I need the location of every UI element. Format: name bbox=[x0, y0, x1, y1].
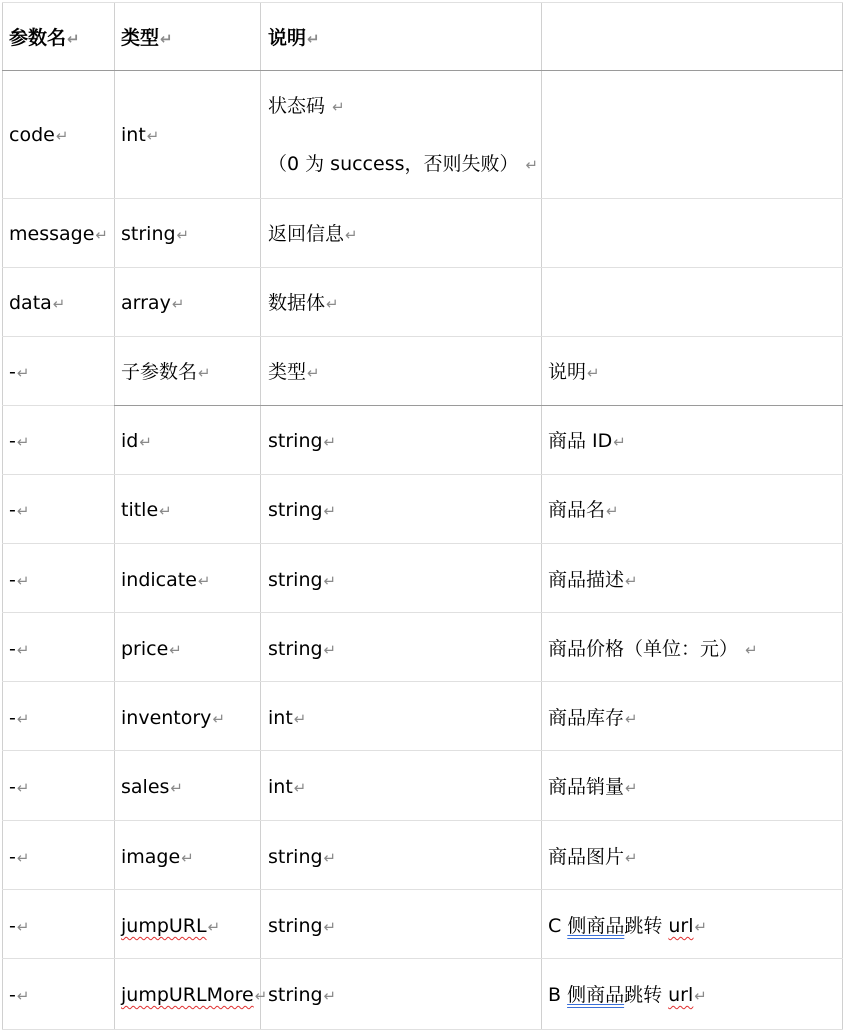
desc-url: url bbox=[668, 915, 694, 937]
sub-row-indicate-dash bbox=[9, 569, 29, 592]
param-name: message bbox=[9, 223, 95, 245]
row-border-image bbox=[2, 889, 843, 890]
header-type bbox=[121, 27, 173, 50]
subheader-type bbox=[268, 361, 320, 384]
param-name: price bbox=[121, 638, 169, 660]
row-code-desc-line1 bbox=[268, 95, 345, 118]
param-type: string bbox=[268, 499, 323, 521]
paragraph-mark-icon: ↵ bbox=[625, 849, 638, 867]
header-param-name-text: 参数名 bbox=[9, 27, 67, 49]
paragraph-mark-icon: ↵ bbox=[160, 30, 173, 48]
paragraph-mark-icon: ↵ bbox=[207, 918, 221, 936]
paragraph-mark-icon: ↵ bbox=[16, 502, 30, 520]
col-border-right bbox=[842, 2, 843, 1030]
param-name: code bbox=[9, 124, 55, 146]
row-border-jumpurl bbox=[2, 958, 843, 959]
dash-text: - bbox=[9, 430, 16, 452]
sub-row-title-dash bbox=[9, 499, 29, 522]
sub-row-jumpurlmore-type bbox=[268, 984, 336, 1007]
desc-post: 跳转 bbox=[624, 984, 669, 1006]
paragraph-mark-icon: ↵ bbox=[55, 127, 69, 145]
param-type: string bbox=[268, 638, 323, 660]
sub-row-jumpurl-desc bbox=[548, 915, 707, 938]
sub-row-title-desc bbox=[548, 499, 619, 522]
sub-row-indicate-type bbox=[268, 569, 336, 592]
paragraph-mark-icon: ↵ bbox=[323, 849, 337, 867]
col-border-left bbox=[2, 2, 3, 1030]
paragraph-mark-icon: ↵ bbox=[323, 433, 337, 451]
paragraph-mark-icon: ↵ bbox=[323, 987, 337, 1005]
dash-text: - bbox=[9, 776, 16, 798]
paragraph-mark-icon: ↵ bbox=[307, 30, 320, 48]
param-desc: （0 为 success，否则失败） bbox=[268, 153, 519, 175]
subheader-desc bbox=[548, 361, 600, 384]
paragraph-mark-icon: ↵ bbox=[198, 364, 211, 382]
param-desc: 商品描述 bbox=[548, 569, 625, 591]
sub-row-title-type bbox=[268, 499, 336, 522]
paragraph-mark-icon: ↵ bbox=[212, 710, 226, 728]
paragraph-mark-icon: ↵ bbox=[16, 641, 30, 659]
subheader-name bbox=[121, 361, 211, 384]
sub-row-id-desc bbox=[548, 430, 626, 453]
paragraph-mark-icon: ↵ bbox=[176, 226, 190, 244]
paragraph-mark-icon: ↵ bbox=[181, 849, 194, 867]
header-description bbox=[268, 27, 320, 50]
paragraph-mark-icon: ↵ bbox=[323, 572, 337, 590]
row-border-message bbox=[2, 267, 843, 268]
dash-text: - bbox=[9, 915, 16, 937]
param-name: image bbox=[121, 846, 181, 868]
param-name: title bbox=[121, 499, 159, 521]
param-name: id bbox=[121, 430, 139, 452]
param-desc: 商品名 bbox=[548, 499, 606, 521]
paragraph-mark-icon: ↵ bbox=[169, 641, 182, 659]
sub-row-jumpurlmore-desc bbox=[548, 984, 707, 1007]
col-border-1 bbox=[114, 2, 115, 1030]
paragraph-mark-icon: ↵ bbox=[146, 127, 160, 145]
desc-post: 跳转 bbox=[624, 915, 669, 937]
param-name: jumpURL bbox=[121, 915, 207, 937]
sub-row-inventory-type bbox=[268, 707, 306, 730]
paragraph-mark-icon: ↵ bbox=[52, 295, 66, 313]
paragraph-mark-icon: ↵ bbox=[625, 779, 638, 797]
subheader-type-text: 类型 bbox=[268, 361, 307, 383]
param-name: inventory bbox=[121, 707, 212, 729]
param-name: sales bbox=[121, 776, 170, 798]
param-type: string bbox=[268, 430, 323, 452]
col-border-2 bbox=[260, 2, 261, 1030]
paragraph-mark-icon: ↵ bbox=[16, 710, 30, 728]
param-desc: 商品图片 bbox=[548, 846, 625, 868]
sub-row-jumpurl-dash bbox=[9, 915, 29, 938]
paragraph-mark-icon: ↵ bbox=[16, 364, 30, 382]
row-border-indicate bbox=[2, 612, 843, 613]
param-type: string bbox=[268, 984, 323, 1006]
paragraph-mark-icon: ↵ bbox=[587, 364, 600, 382]
paragraph-mark-icon: ↵ bbox=[625, 572, 638, 590]
desc-mid: 侧商品 bbox=[567, 915, 625, 937]
row-border-bottom bbox=[2, 1029, 843, 1030]
sub-row-jumpurl-type bbox=[268, 915, 336, 938]
header-param-name bbox=[9, 27, 80, 50]
param-desc: 商品销量 bbox=[548, 776, 625, 798]
paragraph-mark-icon: ↵ bbox=[525, 156, 539, 174]
param-type: string bbox=[268, 915, 323, 937]
sub-row-sales-desc bbox=[548, 776, 638, 799]
row-border-top bbox=[2, 2, 843, 3]
row-code-name bbox=[9, 124, 68, 147]
paragraph-mark-icon: ↵ bbox=[323, 918, 337, 936]
desc-prefix: C bbox=[548, 915, 568, 937]
row-border-subheader-left bbox=[2, 405, 114, 406]
paragraph-mark-icon: ↵ bbox=[323, 502, 337, 520]
param-name: indicate bbox=[121, 569, 197, 591]
sub-row-image-type bbox=[268, 846, 336, 869]
sub-row-price-desc bbox=[548, 638, 758, 661]
dash-text: - bbox=[9, 707, 16, 729]
paragraph-mark-icon: ↵ bbox=[694, 987, 707, 1005]
row-border-price bbox=[2, 681, 843, 682]
sub-row-indicate-desc bbox=[548, 569, 638, 592]
row-data-name bbox=[9, 292, 65, 315]
param-desc: 数据体 bbox=[268, 292, 326, 314]
paragraph-mark-icon: ↵ bbox=[159, 502, 172, 520]
sub-row-sales-dash bbox=[9, 776, 29, 799]
param-desc: 商品库存 bbox=[548, 707, 625, 729]
param-desc: 商品 ID bbox=[548, 430, 613, 452]
row-data-type bbox=[121, 292, 184, 315]
dash-text: - bbox=[9, 569, 16, 591]
row-data-desc bbox=[268, 292, 339, 315]
row-border-id bbox=[2, 474, 843, 475]
param-type: array bbox=[121, 292, 171, 314]
sub-row-id-dash bbox=[9, 430, 29, 453]
paragraph-mark-icon: ↵ bbox=[16, 572, 30, 590]
sub-row-indicate-name bbox=[121, 569, 210, 592]
row-border-sales bbox=[2, 820, 843, 821]
header-description-text: 说明 bbox=[268, 27, 307, 49]
paragraph-mark-icon: ↵ bbox=[170, 779, 183, 797]
sub-row-price-name bbox=[121, 638, 182, 661]
param-name: jumpURLMore bbox=[121, 984, 254, 1006]
dash-text: - bbox=[9, 361, 16, 383]
sub-row-id-type bbox=[268, 430, 336, 453]
row-border-code bbox=[2, 198, 843, 199]
param-name: data bbox=[9, 292, 52, 314]
sub-row-sales-name bbox=[121, 776, 183, 799]
paragraph-mark-icon: ↵ bbox=[16, 779, 30, 797]
sub-row-image-name bbox=[121, 846, 194, 869]
dash-text: - bbox=[9, 638, 16, 660]
row-border-header bbox=[2, 70, 843, 71]
param-type: int bbox=[121, 124, 146, 146]
sub-row-id-name bbox=[121, 430, 152, 453]
paragraph-mark-icon: ↵ bbox=[694, 918, 708, 936]
header-type-text: 类型 bbox=[121, 27, 160, 49]
sub-row-jumpurl-name bbox=[121, 915, 220, 938]
col-border-3 bbox=[541, 2, 542, 1030]
param-desc: 商品价格（单位：元） bbox=[548, 638, 739, 660]
paragraph-mark-icon: ↵ bbox=[16, 987, 30, 1005]
row-message-desc bbox=[268, 223, 358, 246]
sub-row-jumpurlmore-dash bbox=[9, 984, 29, 1007]
subheader-desc-text: 说明 bbox=[548, 361, 587, 383]
sub-row-image-dash bbox=[9, 846, 29, 869]
dash-text: - bbox=[9, 499, 16, 521]
sub-row-jumpurlmore-name bbox=[121, 984, 268, 1007]
paragraph-mark-icon: ↵ bbox=[345, 226, 358, 244]
param-desc: 返回信息 bbox=[268, 223, 345, 245]
sub-row-image-desc bbox=[548, 846, 638, 869]
paragraph-mark-icon: ↵ bbox=[613, 433, 626, 451]
desc-mid: 侧商品 bbox=[567, 984, 625, 1006]
paragraph-mark-icon: ↵ bbox=[16, 849, 30, 867]
row-code-type bbox=[121, 124, 159, 147]
desc-url: url bbox=[668, 984, 694, 1006]
param-type: string bbox=[268, 569, 323, 591]
paragraph-mark-icon: ↵ bbox=[171, 295, 185, 313]
sub-row-title-name bbox=[121, 499, 172, 522]
param-desc: 状态码 bbox=[268, 95, 326, 117]
sub-row-sales-type bbox=[268, 776, 306, 799]
param-type: string bbox=[268, 846, 323, 868]
paragraph-mark-icon: ↵ bbox=[307, 364, 320, 382]
paragraph-mark-icon: ↵ bbox=[606, 502, 619, 520]
paragraph-mark-icon: ↵ bbox=[67, 30, 80, 48]
row-message-name bbox=[9, 223, 108, 246]
paragraph-mark-icon: ↵ bbox=[254, 987, 268, 1005]
sub-row-price-type bbox=[268, 638, 336, 661]
param-type: int bbox=[268, 776, 293, 798]
row-message-type bbox=[121, 223, 189, 246]
paragraph-mark-icon: ↵ bbox=[625, 710, 638, 728]
paragraph-mark-icon: ↵ bbox=[326, 295, 339, 313]
paragraph-mark-icon: ↵ bbox=[323, 641, 337, 659]
subheader-dash bbox=[9, 361, 29, 384]
paragraph-mark-icon: ↵ bbox=[139, 433, 152, 451]
paragraph-mark-icon: ↵ bbox=[745, 641, 758, 659]
paragraph-mark-icon: ↵ bbox=[332, 98, 345, 116]
sub-row-inventory-dash bbox=[9, 707, 29, 730]
row-border-inventory bbox=[2, 750, 843, 751]
param-type: string bbox=[121, 223, 176, 245]
dash-text: - bbox=[9, 846, 16, 868]
row-border-data bbox=[2, 336, 843, 337]
paragraph-mark-icon: ↵ bbox=[16, 433, 30, 451]
desc-prefix: B bbox=[548, 984, 568, 1006]
sub-row-inventory-name bbox=[121, 707, 225, 730]
paragraph-mark-icon: ↵ bbox=[197, 572, 211, 590]
row-code-desc-line2 bbox=[268, 153, 538, 176]
paragraph-mark-icon: ↵ bbox=[293, 710, 307, 728]
row-border-subheader bbox=[114, 405, 843, 406]
sub-row-inventory-desc bbox=[548, 707, 638, 730]
paragraph-mark-icon: ↵ bbox=[293, 779, 307, 797]
subheader-name-text: 子参数名 bbox=[121, 361, 198, 383]
param-type: int bbox=[268, 707, 293, 729]
dash-text: - bbox=[9, 984, 16, 1006]
sub-row-price-dash bbox=[9, 638, 29, 661]
paragraph-mark-icon: ↵ bbox=[95, 226, 108, 244]
paragraph-mark-icon: ↵ bbox=[16, 918, 30, 936]
row-border-title bbox=[2, 543, 843, 544]
